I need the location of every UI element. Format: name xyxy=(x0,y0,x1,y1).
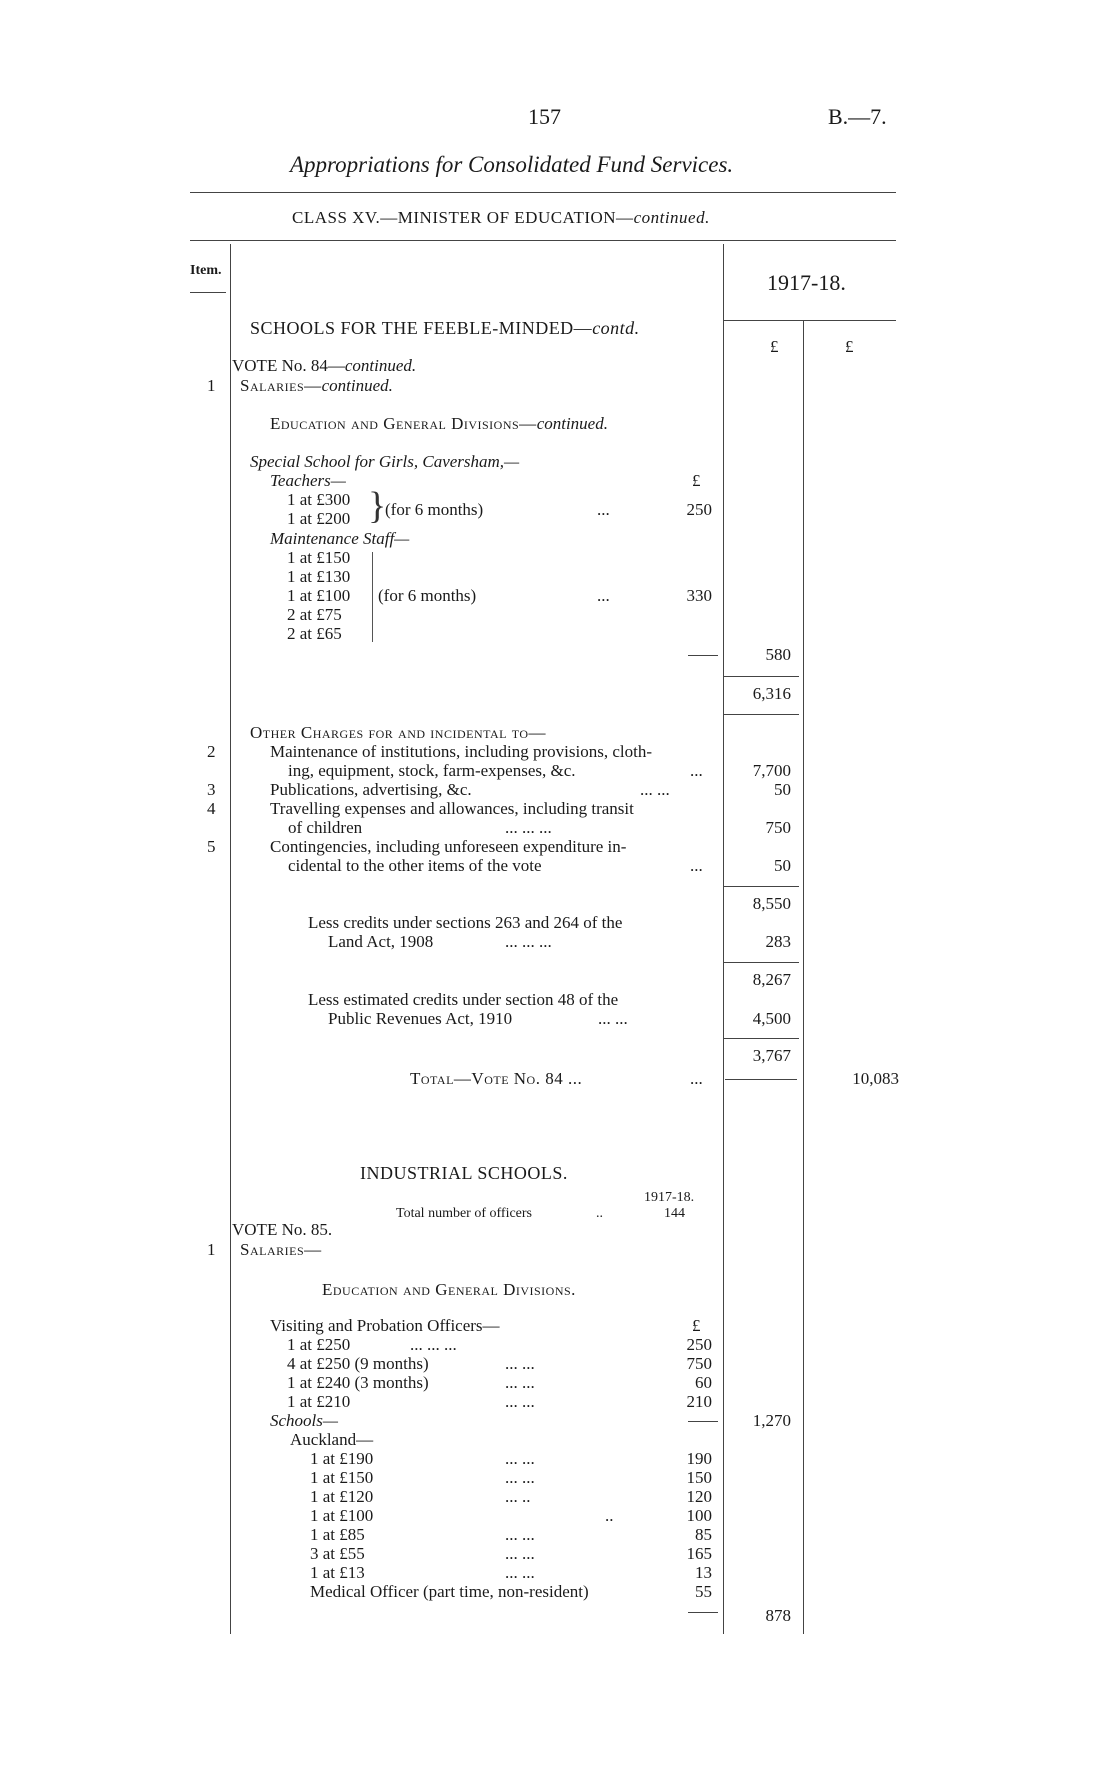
item-4-amount: 750 xyxy=(765,818,791,837)
visiting-subtotal: 1,270 xyxy=(752,1411,791,1430)
credit-2-amount: 4,500 xyxy=(752,1009,791,1028)
item-column-divider xyxy=(230,244,231,1634)
document-reference: B.—7. xyxy=(828,104,887,129)
maint-line-2: 1 at £130 xyxy=(287,567,351,586)
teacher-dots: ... xyxy=(597,500,610,519)
visiting-officers-heading: Visiting and Probation Officers— xyxy=(270,1316,500,1335)
header-rule xyxy=(190,192,896,193)
item-3-dots: ... ... xyxy=(640,780,670,799)
auckland-row-6-dots: ... ... xyxy=(505,1544,535,1563)
auckland-row-2-dots: ... ... xyxy=(505,1468,535,1487)
item-2-line-2: ing, equipment, stock, farm-expenses, &c. xyxy=(288,761,576,780)
item-4-line-2: of children xyxy=(288,818,363,837)
item-3-line-1: Publications, advertising, &c. xyxy=(270,780,472,799)
net-after-land-credits: 8,267 xyxy=(752,970,791,989)
other-charges-sum: 8,550 xyxy=(752,894,791,913)
visiting-row-4-amount: 210 xyxy=(686,1392,712,1411)
maint-brace xyxy=(372,552,373,642)
item-header-rule xyxy=(190,292,226,293)
page-title: Appropriations for Consolidated Fund Services. xyxy=(290,152,734,177)
item-2-dots: ... xyxy=(690,761,703,780)
vote-85-salaries-heading: Salaries— xyxy=(240,1240,322,1259)
auckland-row-3-label: 1 at £120 xyxy=(310,1487,374,1506)
auckland-row-4-amount: 100 xyxy=(686,1506,712,1525)
officers-label: Total number of officers xyxy=(396,1206,532,1221)
pound-column-1: £ xyxy=(770,337,779,356)
teacher-amount: 250 xyxy=(686,500,712,519)
feeble-minded-heading-contd: contd. xyxy=(592,318,640,338)
auckland-heading: Auckland— xyxy=(290,1430,374,1449)
auckland-row-3-dots: ... .. xyxy=(505,1487,531,1506)
credit-2-line-2: Public Revenues Act, 1910 xyxy=(328,1009,513,1028)
maint-line-5: 2 at £65 xyxy=(287,624,342,643)
industrial-schools-heading: INDUSTRIAL SCHOOLS. xyxy=(360,1163,568,1183)
credit-1-line-1: Less credits under sections 263 and 264 of the xyxy=(308,913,623,932)
auckland-row-2-amount: 150 xyxy=(686,1468,712,1487)
item-5-line-1: Contingencies, including unforeseen expenditure in- xyxy=(270,837,627,856)
other-charges-rule xyxy=(723,886,799,887)
auckland-row-8-amount: 55 xyxy=(695,1582,712,1601)
year-header-rule xyxy=(723,320,896,321)
page-number: 157 xyxy=(528,104,561,129)
maint-line-4: 2 at £75 xyxy=(287,605,342,624)
visiting-row-4-label: 1 at £210 xyxy=(287,1392,351,1411)
auckland-row-7-dots: ... ... xyxy=(505,1563,535,1582)
item-2-line-1: Maintenance of institutions, including provisions, cloth- xyxy=(270,742,652,761)
auckland-row-1-dots: ... ... xyxy=(505,1449,535,1468)
other-charges-net: 3,767 xyxy=(752,1046,791,1065)
class-heading-text: CLASS XV.—MINISTER OF EDUCATION— xyxy=(292,208,634,227)
subtotal-column-divider xyxy=(803,320,804,1634)
visiting-row-2-dots: ... ... xyxy=(505,1354,535,1373)
visiting-row-4-dots: ... ... xyxy=(505,1392,535,1411)
vote-85-heading: VOTE No. 85. xyxy=(232,1220,333,1239)
feeble-minded-heading xyxy=(250,318,640,339)
credit-1-rule xyxy=(723,962,799,963)
other-charges-heading: Other Charges for and incidental to— xyxy=(250,723,547,742)
industrial-division-heading: Education and General Divisions. xyxy=(322,1280,576,1299)
item-5-number: 5 xyxy=(207,837,216,856)
item-3-number: 3 xyxy=(207,780,216,799)
subtotal-rule xyxy=(723,676,799,677)
item-5-amount: 50 xyxy=(774,856,791,875)
officers-dots: .. xyxy=(596,1206,603,1221)
item-2-number: 2 xyxy=(207,742,216,761)
maint-line-3: 1 at £100 xyxy=(287,586,351,605)
class-heading xyxy=(292,208,710,228)
auckland-row-5-label: 1 at £85 xyxy=(310,1525,365,1544)
auckland-row-7-amount: 13 xyxy=(695,1563,712,1582)
auckland-row-5-dots: ... ... xyxy=(505,1525,535,1544)
visiting-row-3-dots: ... ... xyxy=(505,1373,535,1392)
vote-84-total-label: Total—Vote No. 84 ... xyxy=(410,1069,583,1088)
vote-84-total-dots: ... xyxy=(690,1069,703,1088)
auckland-row-8-label: Medical Officer (part time, non-resident) xyxy=(310,1582,589,1601)
special-school-heading: Special School for Girls, Caversham,— xyxy=(250,452,520,471)
teachers-staff-subtotal: 580 xyxy=(765,645,791,664)
vote-84-total-amount: 10,083 xyxy=(852,1069,899,1088)
vote-84-continued: continued. xyxy=(344,356,417,375)
auckland-row-7-label: 1 at £13 xyxy=(310,1563,365,1582)
teacher-line-2: 1 at £200 xyxy=(287,509,351,528)
maintenance-staff-heading: Maintenance Staff— xyxy=(270,529,410,548)
credit-2-rule xyxy=(723,1038,799,1039)
maint-amount: 330 xyxy=(686,586,712,605)
maint-dots: ... xyxy=(597,586,610,605)
salaries-total-rule xyxy=(723,714,799,715)
officers-count: 144 xyxy=(664,1206,685,1221)
year-column-header: 1917-18. xyxy=(767,270,846,295)
item-4-line-1: Travelling expenses and allowances, including transit xyxy=(270,799,634,818)
pound-column-2: £ xyxy=(845,337,854,356)
class-heading-continued: continued. xyxy=(633,208,710,227)
item-4-number: 4 xyxy=(207,799,216,818)
auckland-sub-rule xyxy=(688,1612,718,1613)
officers-year: 1917-18. xyxy=(644,1190,695,1205)
division-continued: continued. xyxy=(536,414,608,433)
visiting-row-1-label: 1 at £250 xyxy=(287,1335,351,1354)
auckland-row-2-label: 1 at £150 xyxy=(310,1468,374,1487)
vote-84-heading xyxy=(232,356,416,376)
credit-2-dots: ... ... xyxy=(598,1009,628,1028)
division-heading xyxy=(270,414,608,434)
item-column-header: Item. xyxy=(190,263,222,278)
auckland-row-4-dots: .. xyxy=(605,1506,614,1525)
auckland-row-1-amount: 190 xyxy=(686,1449,712,1468)
auckland-row-4-label: 1 at £100 xyxy=(310,1506,374,1525)
salaries-total: 6,316 xyxy=(752,684,791,703)
item-2-amount: 7,700 xyxy=(752,761,791,780)
visiting-row-3-amount: 60 xyxy=(695,1373,712,1392)
class-rule xyxy=(190,240,896,241)
sub-rule xyxy=(688,655,718,656)
auckland-row-6-label: 3 at £55 xyxy=(310,1544,365,1563)
salaries-heading xyxy=(240,376,393,396)
auckland-row-6-amount: 165 xyxy=(686,1544,712,1563)
visiting-row-1-dots: ... ... ... xyxy=(410,1335,457,1354)
division-text: Education and General Divisions— xyxy=(270,414,537,433)
item-4-dots: ... ... ... xyxy=(505,818,552,837)
vote-84-total-rule xyxy=(725,1079,797,1080)
visiting-row-2-amount: 750 xyxy=(686,1354,712,1373)
visiting-pound-sign: £ xyxy=(692,1316,701,1335)
item-3-amount: 50 xyxy=(774,780,791,799)
credit-1-dots: ... ... ... xyxy=(505,932,552,951)
visiting-row-3-label: 1 at £240 (3 months) xyxy=(287,1373,429,1392)
teachers-heading: Teachers— xyxy=(270,471,346,490)
salaries-item-number: 1 xyxy=(207,376,216,395)
auckland-row-3-amount: 120 xyxy=(686,1487,712,1506)
visiting-row-2-label: 4 at £250 (9 months) xyxy=(287,1354,429,1373)
vote-84-text: VOTE No. 84— xyxy=(232,356,345,375)
schools-heading: Schools— xyxy=(270,1411,338,1430)
vote-85-salaries-item: 1 xyxy=(207,1240,216,1259)
teacher-period: (for 6 months) xyxy=(385,500,484,519)
salaries-continued: continued. xyxy=(321,376,393,395)
visiting-sub-rule xyxy=(688,1421,718,1422)
auckland-row-1-label: 1 at £190 xyxy=(310,1449,374,1468)
item-5-line-2: cidental to the other items of the vote xyxy=(288,856,542,875)
feeble-minded-heading-text: SCHOOLS FOR THE FEEBLE-MINDED— xyxy=(250,318,593,338)
teacher-brace: } xyxy=(368,485,387,527)
sub-pound-sign: £ xyxy=(692,471,701,490)
maint-line-1: 1 at £150 xyxy=(287,548,351,567)
credit-1-line-2: Land Act, 1908 xyxy=(328,932,434,951)
auckland-subtotal: 878 xyxy=(765,1606,791,1625)
maint-period: (for 6 months) xyxy=(378,586,477,605)
auckland-row-5-amount: 85 xyxy=(695,1525,712,1544)
credit-2-line-1: Less estimated credits under section 48 of the xyxy=(308,990,619,1009)
salaries-text: Salaries— xyxy=(240,376,322,395)
teacher-line-1: 1 at £300 xyxy=(287,490,351,509)
item-5-dots: ... xyxy=(690,856,703,875)
visiting-row-1-amount: 250 xyxy=(686,1335,712,1354)
credit-1-amount: 283 xyxy=(765,932,791,951)
